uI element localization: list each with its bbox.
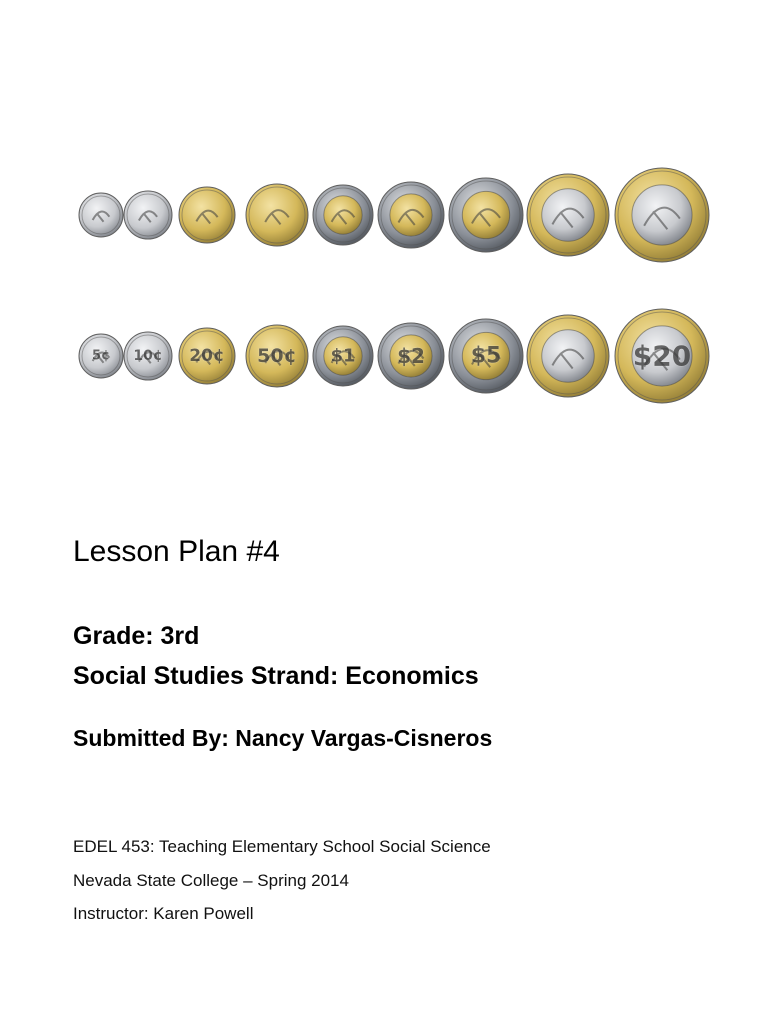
coin-denomination-label: 50¢ xyxy=(257,345,297,367)
coin-center xyxy=(324,196,362,234)
coin-denomination-label: $1 xyxy=(330,345,356,367)
grade-heading: Grade: 3rd xyxy=(73,622,200,650)
coin-obverse xyxy=(179,187,235,243)
coin-obverse xyxy=(124,191,172,239)
coin-denomination-label: $2 xyxy=(397,344,425,368)
coins-image xyxy=(68,140,728,430)
coin-center xyxy=(542,330,594,382)
coin-center xyxy=(462,191,509,238)
coin-denomination-label: $20 xyxy=(632,339,692,373)
coin-obverse xyxy=(79,193,123,237)
course-line: EDEL 453: Teaching Elementary School Social Science xyxy=(73,837,491,856)
coin-denomination-label: 10¢ xyxy=(133,348,163,364)
coin-obverse xyxy=(246,184,308,246)
strand-heading: Social Studies Strand: Economics xyxy=(73,662,479,690)
coin-denomination-label: 5¢ xyxy=(91,348,111,364)
coin-center xyxy=(632,185,692,245)
submitted-by-heading: Submitted By: Nancy Vargas-Cisneros xyxy=(73,725,493,751)
page-title: Lesson Plan #4 xyxy=(73,535,280,568)
coin-center xyxy=(542,189,594,241)
college-line: Nevada State College – Spring 2014 xyxy=(73,871,349,890)
coins-illustration xyxy=(68,140,728,430)
instructor-line: Instructor: Karen Powell xyxy=(73,904,254,923)
coin-denomination-label: 20¢ xyxy=(189,346,225,366)
coin-denomination-label: $5 xyxy=(470,343,502,369)
coin-center xyxy=(390,194,432,236)
